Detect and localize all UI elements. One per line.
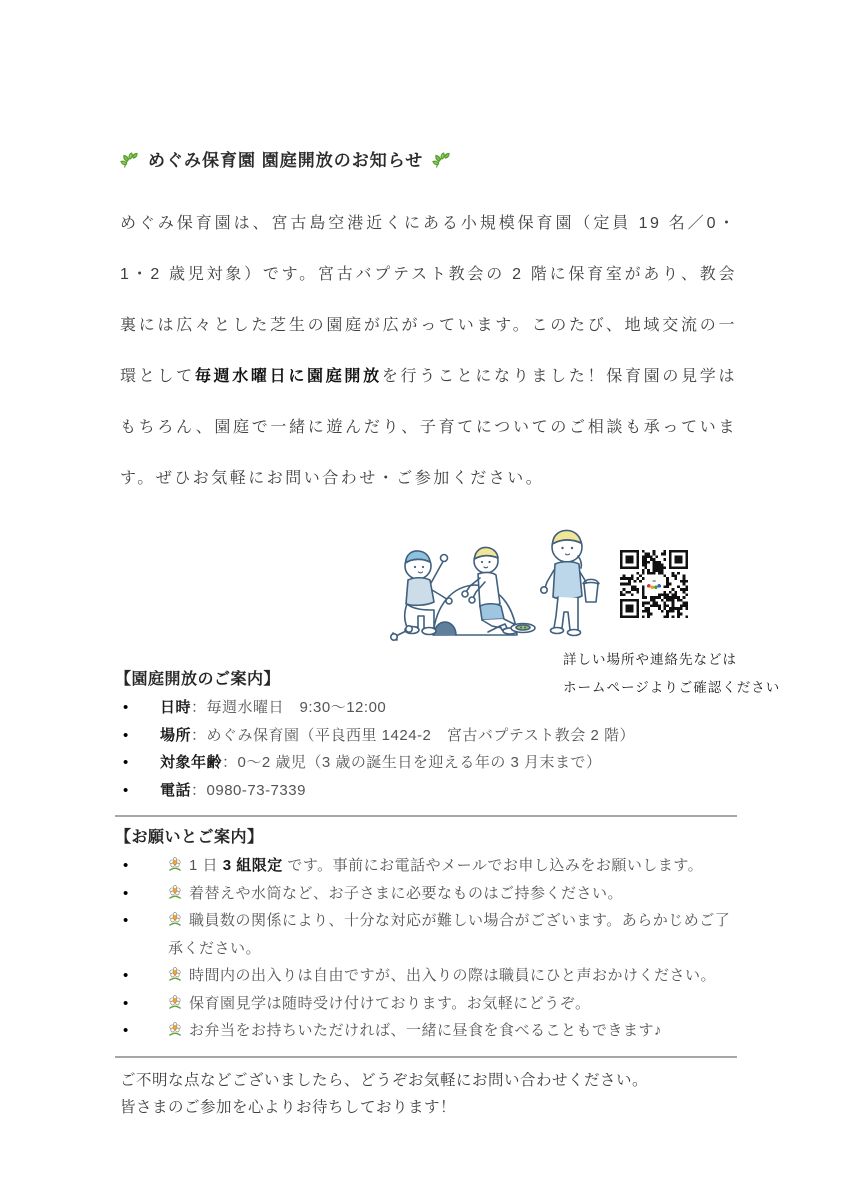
guide-item-label: 対象年齢 [160, 754, 223, 771]
section-heading-requests: 【お願いとご案内】 [115, 829, 264, 846]
section-divider-top [115, 815, 737, 817]
guide-list [120, 694, 737, 804]
request-bold-highlight: 3 組限定 [222, 857, 283, 874]
intro-bold-highlight: 毎週水曜日に園庭開放 [194, 368, 382, 385]
closing-block [120, 1067, 737, 1121]
intro-text-before-bold: めぐみ保育園は、宮古島空港近くにある小規模保育園（定員 19 名／0・1・2 歳児対象）です。宮古バプテスト教会の 2 階に保育室があり、教会裏には広々とした芝生の園庭が広がっています。このたび、地域交流の一環として [120, 215, 737, 385]
section-divider-bottom [115, 1056, 737, 1058]
request-item-tour [120, 990, 737, 1018]
requests-list [120, 852, 737, 1045]
herb-leaf-icon-right [432, 152, 451, 171]
white-flower-icon [168, 1022, 182, 1037]
white-flower-icon [168, 967, 182, 982]
qr-code [620, 550, 688, 618]
qr-caption-line-2: ホームページよりご確認ください [563, 680, 781, 695]
request-text: 職員数の関係により、十分な対応が難しい場合がございます。あらかじめご了承ください。 [168, 912, 731, 957]
document-title-row [120, 150, 737, 172]
closing-line-1: ご不明な点などございましたら、どうぞお気軽にお問い合わせください。 [120, 1071, 649, 1089]
request-item-entry [120, 962, 737, 990]
request-item-belongings [120, 880, 737, 908]
intro-paragraph [120, 198, 737, 504]
request-item-staff [120, 907, 737, 962]
white-flower-icon [168, 885, 182, 900]
guide-item-age [120, 749, 737, 777]
guide-item-label: 電話 [160, 781, 192, 799]
children-playing-illustration [388, 520, 605, 655]
request-text-after-bold: です。事前にお電話やメールでお申し込みをお願いします。 [282, 857, 704, 874]
intro-text-after-bold: を行うことになりました！保育園の見学はもちろん、園庭で一緒に遊んだり、子育てについてのご相談も承っています。ぜひお気軽にお問い合わせ・ご参加ください。 [120, 368, 737, 487]
page-title: めぐみ保育園 園庭開放のお知らせ [148, 151, 424, 170]
request-text-before-bold: 1 日 [189, 857, 223, 874]
guide-item-datetime [120, 694, 737, 722]
request-text: 保育園見学は随時受け付けております。お気軽にどうぞ。 [189, 994, 591, 1012]
request-item-lunch [120, 1017, 737, 1045]
request-text: 時間内の出入りは自由ですが、出入りの際は職員にひと声おかけください。 [189, 967, 717, 984]
guide-item-value: ：0980-73-7339 [191, 781, 306, 799]
request-text: お弁当をお持ちいただければ、一緒に昼食を食べることもできます♪ [189, 1022, 663, 1039]
guide-item-place [120, 722, 737, 750]
white-flower-icon [168, 912, 182, 927]
guide-item-label: 日時 [160, 699, 192, 716]
request-text: 着替えや水筒など、お子さまに必要なものはご持参ください。 [189, 884, 624, 902]
guide-item-value: ：毎週水曜日 9:30～12:00 [191, 699, 387, 716]
closing-line-2: 皆さまのご参加を心よりお待ちしております！ [120, 1098, 457, 1116]
white-flower-icon [168, 857, 182, 872]
request-item-limit [120, 852, 737, 880]
guide-item-value: ：0～2 歳児（3 歳の誕生日を迎える年の 3 月末まで） [222, 754, 602, 771]
white-flower-icon [168, 995, 182, 1010]
guide-item-value: ：めぐみ保育園（平良西里 1424-2 宮古バプテスト教会 2 階） [191, 726, 635, 744]
guide-item-phone [120, 777, 737, 805]
qr-caption-line-1: 詳しい場所や連絡先などは [563, 652, 737, 667]
section-heading-guide: 【園庭開放のご案内】 [115, 671, 281, 688]
guide-item-label: 場所 [160, 726, 192, 744]
herb-leaf-icon-left [120, 152, 139, 171]
